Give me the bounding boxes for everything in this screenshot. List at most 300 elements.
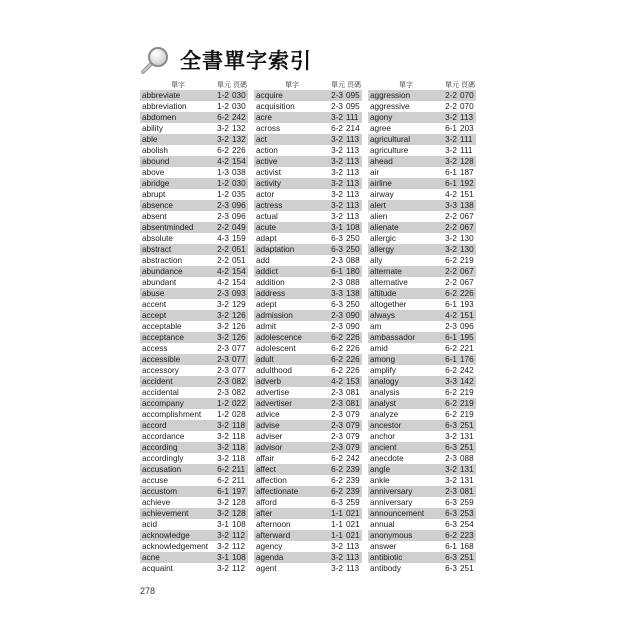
index-row	[140, 156, 248, 167]
index-word: airline	[370, 179, 392, 188]
index-page: 219	[460, 399, 474, 408]
index-unit: 2-3	[331, 256, 343, 265]
index-row	[368, 145, 476, 156]
index-unit: 6-2	[331, 476, 343, 485]
index-word: afterward	[256, 531, 291, 540]
index-word: actor	[256, 190, 275, 199]
index-page: 118	[232, 421, 246, 430]
index-row	[368, 431, 476, 442]
index-page: 219	[460, 410, 474, 419]
index-row	[140, 475, 248, 486]
index-unit: 6-2	[331, 454, 343, 463]
index-word: ahead	[370, 157, 393, 166]
index-word: advertise	[256, 388, 290, 397]
index-page: 082	[232, 377, 246, 386]
index-unit: 6-2	[445, 399, 457, 408]
index-page: 226	[346, 366, 360, 375]
index-unit: 2-3	[331, 410, 343, 419]
header-page: 頁碼	[233, 82, 247, 89]
index-page: 250	[346, 234, 360, 243]
index-unit: 3-2	[331, 201, 343, 210]
index-unit: 3-2	[331, 564, 343, 573]
index-unit: 6-2	[331, 487, 343, 496]
index-unit: 6-2	[331, 355, 343, 364]
index-word: affect	[256, 465, 276, 474]
index-word: actual	[256, 212, 278, 221]
header-unit: 單元	[217, 82, 231, 89]
index-row	[140, 321, 248, 332]
index-word: airway	[370, 190, 394, 199]
index-page: 154	[232, 278, 246, 287]
index-page: 113	[346, 168, 360, 177]
index-row	[368, 354, 476, 365]
index-word: absentminded	[142, 223, 194, 232]
index-unit: 2-3	[445, 454, 457, 463]
index-word: above	[142, 168, 165, 177]
index-page: 197	[232, 487, 246, 496]
index-row	[140, 563, 248, 574]
index-row	[254, 376, 362, 387]
index-word: acne	[142, 553, 160, 562]
index-unit: 3-2	[331, 113, 343, 122]
index-word: access	[142, 344, 168, 353]
index-page: 113	[346, 190, 360, 199]
index-unit: 6-3	[331, 300, 343, 309]
index-page: 112	[232, 564, 246, 573]
index-row	[140, 420, 248, 431]
index-unit: 3-2	[445, 245, 457, 254]
index-row	[368, 222, 476, 233]
index-word: accent	[142, 300, 167, 309]
index-word: anecdote	[370, 454, 404, 463]
index-page: 239	[346, 487, 360, 496]
index-row	[254, 552, 362, 563]
index-word: affair	[256, 454, 275, 463]
index-unit: 3-2	[445, 476, 457, 485]
index-unit: 3-2	[217, 333, 229, 342]
index-row	[368, 156, 476, 167]
index-unit: 3-2	[217, 542, 229, 551]
index-page: 113	[460, 113, 474, 122]
index-word: able	[142, 135, 158, 144]
index-page: 254	[460, 520, 474, 529]
index-word: address	[256, 289, 286, 298]
index-page: 108	[346, 223, 360, 232]
index-row	[368, 541, 476, 552]
header-page: 頁碼	[461, 82, 475, 89]
index-word: advise	[256, 421, 280, 430]
index-row	[368, 563, 476, 574]
index-row	[368, 376, 476, 387]
index-page: 030	[232, 102, 246, 111]
index-row	[254, 167, 362, 178]
index-word: addict	[256, 267, 278, 276]
index-unit: 2-3	[331, 311, 343, 320]
index-word: accomplishment	[142, 410, 202, 419]
index-unit: 3-2	[217, 124, 229, 133]
index-unit: 4-2	[217, 157, 229, 166]
index-page: 239	[346, 476, 360, 485]
index-unit: 3-2	[217, 454, 229, 463]
index-row	[368, 409, 476, 420]
index-page: 111	[460, 135, 473, 144]
index-word: action	[256, 146, 278, 155]
index-row	[254, 332, 362, 343]
index-word: anniversary	[370, 487, 413, 496]
index-unit: 4-3	[217, 234, 229, 243]
index-word: affectionate	[256, 487, 299, 496]
index-page: 022	[232, 399, 246, 408]
index-unit: 6-2	[445, 289, 457, 298]
index-page: 128	[460, 157, 474, 166]
index-word: alien	[370, 212, 388, 221]
index-word: accompany	[142, 399, 184, 408]
index-word: analyst	[370, 399, 396, 408]
index-unit: 3-2	[331, 135, 343, 144]
index-word: adolescent	[256, 344, 296, 353]
index-page: 030	[232, 91, 246, 100]
index-row	[254, 321, 362, 332]
index-word: aggression	[370, 91, 411, 100]
index-row	[368, 288, 476, 299]
index-row	[254, 398, 362, 409]
index-word: ancestor	[370, 421, 402, 430]
index-row	[368, 299, 476, 310]
index-page: 250	[346, 245, 360, 254]
index-unit: 6-1	[445, 300, 457, 309]
index-unit: 6-1	[445, 179, 457, 188]
index-page: 021	[346, 520, 360, 529]
index-unit: 2-3	[445, 322, 457, 331]
index-word: antibody	[370, 564, 401, 573]
index-word: anonymous	[370, 531, 413, 540]
index-page: 067	[460, 223, 474, 232]
index-page: 239	[346, 465, 360, 474]
index-word: ally	[370, 256, 383, 265]
index-page: 223	[460, 531, 474, 540]
index-page: 108	[232, 520, 246, 529]
index-page: 067	[460, 267, 474, 276]
header-word: 單字	[285, 82, 299, 89]
index-row	[254, 156, 362, 167]
index-page: 088	[460, 454, 474, 463]
index-unit: 3-2	[445, 432, 457, 441]
index-unit: 6-2	[217, 113, 229, 122]
index-word: adverb	[256, 377, 282, 386]
index-word: advice	[256, 410, 280, 419]
index-page: 113	[346, 179, 360, 188]
index-row	[140, 123, 248, 134]
index-row	[254, 233, 362, 244]
index-unit: 6-2	[445, 256, 457, 265]
index-page: 131	[460, 465, 474, 474]
index-row	[368, 519, 476, 530]
index-row	[140, 530, 248, 541]
index-row	[140, 541, 248, 552]
index-unit: 3-2	[217, 322, 229, 331]
index-unit: 3-2	[331, 190, 343, 199]
index-unit: 2-3	[217, 289, 229, 298]
index-word: advertiser	[256, 399, 292, 408]
index-page: 214	[346, 124, 360, 133]
index-unit: 1-2	[217, 91, 229, 100]
index-word: amplify	[370, 366, 396, 375]
index-word: abrupt	[142, 190, 166, 199]
index-page: 021	[346, 531, 360, 540]
index-unit: 6-3	[331, 498, 343, 507]
index-row	[140, 464, 248, 475]
index-unit: 3-1	[217, 553, 229, 562]
index-word: addition	[256, 278, 285, 287]
index-unit: 1-2	[217, 190, 229, 199]
index-unit: 2-2	[217, 256, 229, 265]
index-word: acceptable	[142, 322, 182, 331]
index-word: aggressive	[370, 102, 410, 111]
index-unit: 3-2	[445, 135, 457, 144]
page-number: 278	[140, 586, 156, 596]
index-row	[140, 409, 248, 420]
index-unit: 3-1	[217, 520, 229, 529]
index-columns	[140, 80, 476, 574]
index-word: accept	[142, 311, 167, 320]
index-page: 251	[460, 564, 474, 573]
index-unit: 6-2	[445, 344, 457, 353]
index-word: abdomen	[142, 113, 177, 122]
index-page: 067	[460, 212, 474, 221]
index-page: 081	[346, 388, 360, 397]
index-unit: 2-2	[445, 223, 457, 232]
index-page: 151	[460, 190, 474, 199]
index-page: 131	[460, 476, 474, 485]
index-unit: 3-2	[217, 135, 229, 144]
index-row	[368, 442, 476, 453]
index-word: afternoon	[256, 520, 291, 529]
index-unit: 6-2	[445, 410, 457, 419]
index-unit: 2-3	[217, 366, 229, 375]
index-page: 079	[346, 410, 360, 419]
index-row	[254, 420, 362, 431]
index-row	[254, 354, 362, 365]
index-page: 113	[346, 553, 360, 562]
index-word: am	[370, 322, 382, 331]
index-page: 128	[232, 498, 246, 507]
index-unit: 3-2	[445, 465, 457, 474]
index-word: abound	[142, 157, 170, 166]
index-page: 035	[232, 190, 246, 199]
index-row	[254, 134, 362, 145]
index-page: 077	[232, 366, 246, 375]
index-word: altitude	[370, 289, 397, 298]
index-word: acquaint	[142, 564, 173, 573]
index-page: 211	[232, 476, 246, 485]
index-page: 132	[232, 124, 246, 133]
index-word: accusation	[142, 465, 182, 474]
index-word: ability	[142, 124, 163, 133]
index-unit: 3-2	[217, 311, 229, 320]
column-rows	[368, 90, 476, 574]
index-row	[254, 563, 362, 574]
index-unit: 6-1	[445, 333, 457, 342]
index-row	[368, 530, 476, 541]
index-page: 226	[460, 289, 474, 298]
index-unit: 2-2	[445, 212, 457, 221]
index-page: 259	[346, 498, 360, 507]
index-word: accuse	[142, 476, 168, 485]
index-unit: 2-3	[331, 443, 343, 452]
index-unit: 1-2	[217, 179, 229, 188]
index-row	[254, 189, 362, 200]
index-page: 090	[346, 311, 360, 320]
index-page: 079	[346, 432, 360, 441]
index-word: active	[256, 157, 278, 166]
index-unit: 2-3	[331, 399, 343, 408]
index-page: 108	[232, 553, 246, 562]
index-word: act	[256, 135, 267, 144]
index-page: 126	[232, 311, 246, 320]
index-word: allergic	[370, 234, 396, 243]
index-row	[368, 321, 476, 332]
index-page: 221	[460, 344, 474, 353]
index-unit: 4-2	[217, 278, 229, 287]
index-page: 192	[460, 179, 474, 188]
index-page: 081	[460, 487, 474, 496]
index-row	[140, 255, 248, 266]
index-page: 113	[346, 201, 360, 210]
index-word: accordingly	[142, 454, 184, 463]
index-unit: 6-2	[331, 465, 343, 474]
index-unit: 6-2	[217, 465, 229, 474]
index-row	[254, 508, 362, 519]
index-page: 193	[460, 300, 474, 309]
index-row	[140, 145, 248, 156]
index-row	[140, 376, 248, 387]
index-unit: 6-3	[445, 553, 457, 562]
index-row	[140, 398, 248, 409]
index-row	[368, 508, 476, 519]
index-unit: 6-3	[445, 520, 457, 529]
index-row	[254, 178, 362, 189]
index-row	[140, 189, 248, 200]
index-page: 226	[346, 344, 360, 353]
index-page: 131	[460, 432, 474, 441]
index-unit: 4-2	[445, 311, 457, 320]
index-page: 242	[346, 454, 360, 463]
index-page: 081	[346, 399, 360, 408]
index-row	[140, 497, 248, 508]
index-word: adult	[256, 355, 274, 364]
index-row	[254, 365, 362, 376]
index-word: achieve	[142, 498, 171, 507]
index-page: 153	[346, 377, 360, 386]
index-page: 176	[460, 355, 474, 364]
index-page: 113	[346, 146, 360, 155]
index-column	[254, 80, 362, 574]
index-row	[140, 387, 248, 398]
index-unit: 2-3	[331, 102, 343, 111]
index-unit: 3-2	[217, 432, 229, 441]
index-row	[368, 464, 476, 475]
index-unit: 6-3	[331, 234, 343, 243]
index-unit: 4-2	[445, 190, 457, 199]
index-word: abbreviation	[142, 102, 187, 111]
index-page: 138	[346, 289, 360, 298]
column-rows	[140, 90, 248, 574]
index-word: admission	[256, 311, 293, 320]
index-row	[368, 90, 476, 101]
index-page: 195	[460, 333, 474, 342]
index-unit: 2-2	[217, 245, 229, 254]
index-word: admit	[256, 322, 277, 331]
index-page: 070	[460, 102, 474, 111]
index-word: accidental	[142, 388, 179, 397]
index-page: 242	[460, 366, 474, 375]
index-word: alternative	[370, 278, 408, 287]
index-word: acquire	[256, 91, 283, 100]
index-page: 051	[232, 245, 246, 254]
index-word: agent	[256, 564, 277, 573]
index-unit: 1-1	[331, 531, 343, 540]
column-header	[140, 80, 248, 90]
index-row	[140, 310, 248, 321]
index-row	[140, 211, 248, 222]
index-row	[368, 475, 476, 486]
index-word: ankle	[370, 476, 390, 485]
index-row	[368, 255, 476, 266]
index-unit: 6-3	[445, 443, 457, 452]
index-row	[254, 123, 362, 134]
index-unit: 6-1	[217, 487, 229, 496]
index-word: adulthood	[256, 366, 292, 375]
index-page: 219	[460, 256, 474, 265]
index-unit: 2-3	[331, 421, 343, 430]
index-word: always	[370, 311, 396, 320]
index-page: 090	[346, 322, 360, 331]
index-unit: 3-2	[445, 157, 457, 166]
index-row	[140, 365, 248, 376]
index-row	[254, 266, 362, 277]
index-page: 130	[460, 245, 474, 254]
index-word: affection	[256, 476, 287, 485]
index-unit: 1-3	[217, 168, 229, 177]
index-page: 250	[346, 300, 360, 309]
index-unit: 6-2	[331, 344, 343, 353]
index-page: 259	[460, 498, 474, 507]
index-unit: 6-2	[217, 146, 229, 155]
index-row	[140, 244, 248, 255]
index-unit: 6-2	[445, 366, 457, 375]
index-row	[140, 453, 248, 464]
index-column	[368, 80, 476, 574]
index-row	[254, 310, 362, 321]
index-unit: 6-2	[445, 388, 457, 397]
index-word: accessible	[142, 355, 181, 364]
header-word: 單字	[171, 82, 185, 89]
index-page: 226	[232, 146, 246, 155]
header-page: 頁碼	[347, 82, 361, 89]
index-word: adolescence	[256, 333, 302, 342]
index-word: agenda	[256, 553, 284, 562]
index-row	[368, 189, 476, 200]
index-word: acquisition	[256, 102, 295, 111]
index-page: 132	[232, 135, 246, 144]
index-unit: 6-1	[445, 355, 457, 364]
index-row	[368, 332, 476, 343]
index-unit: 3-2	[331, 146, 343, 155]
index-row	[368, 365, 476, 376]
index-page: 077	[232, 344, 246, 353]
index-row	[368, 277, 476, 288]
index-word: ambassador	[370, 333, 416, 342]
